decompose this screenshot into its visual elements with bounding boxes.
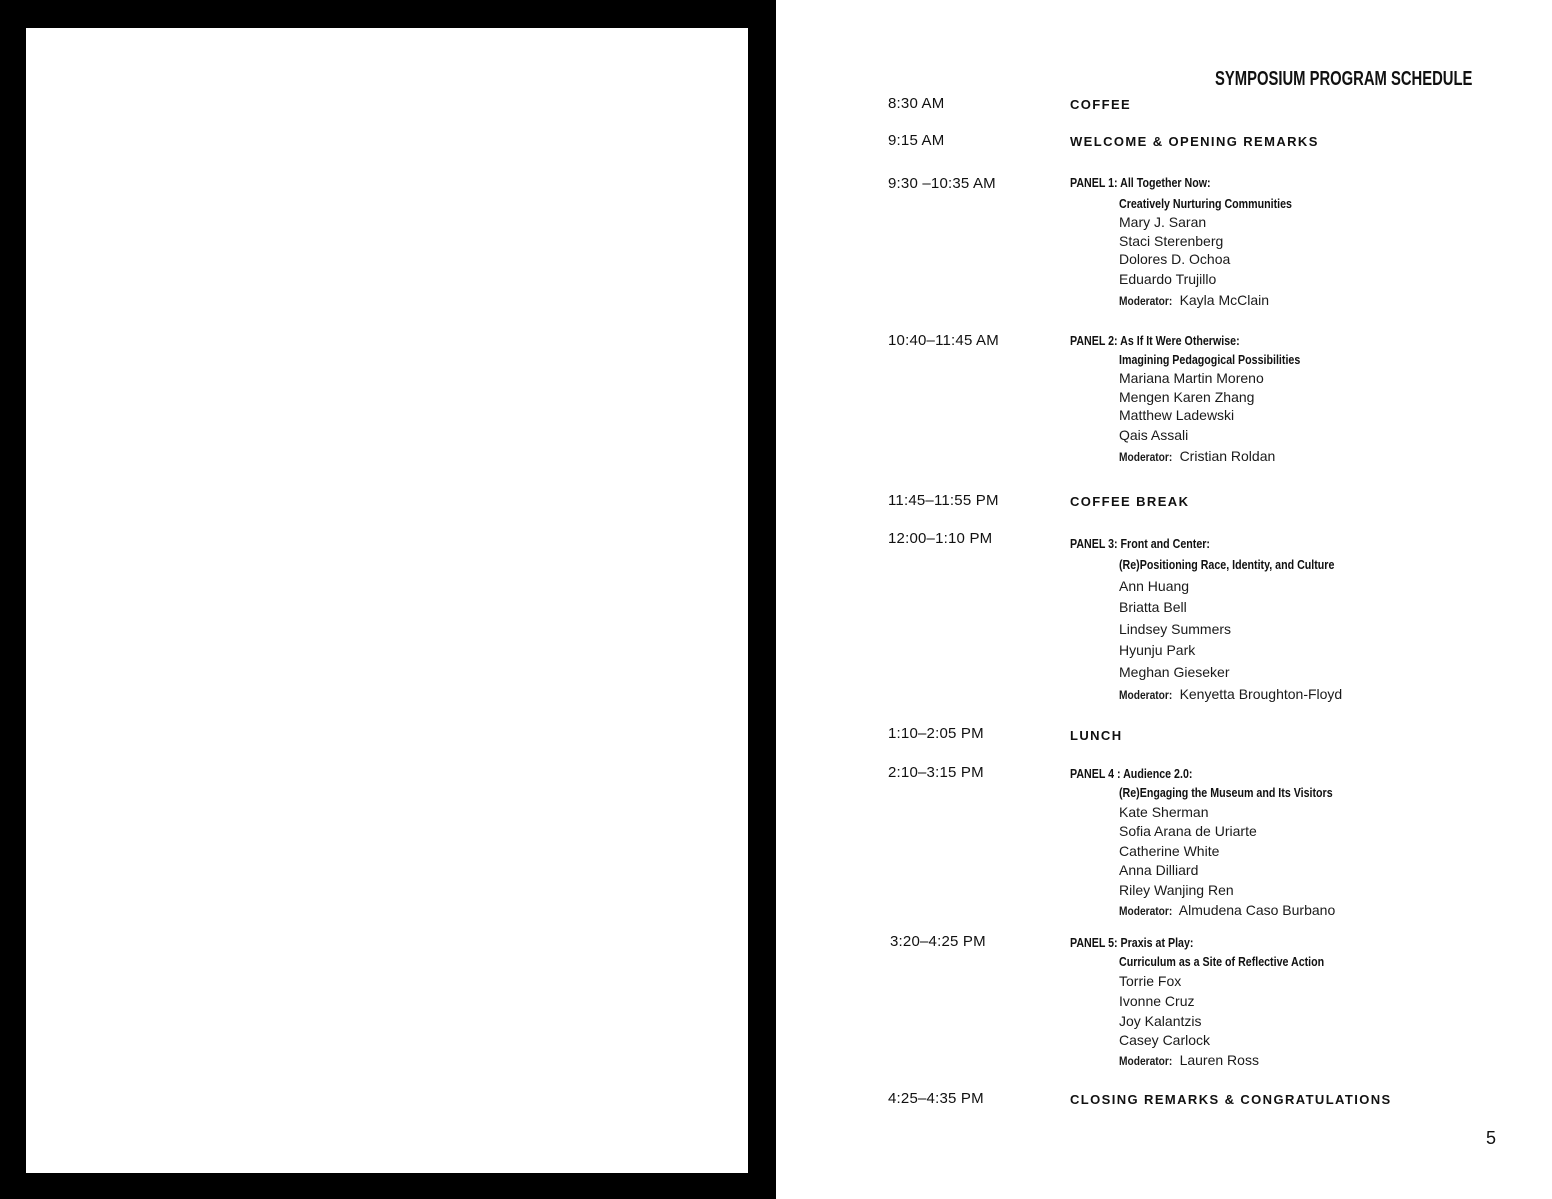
panel-subtitle: Creatively Nurturing Communities bbox=[1119, 196, 1292, 211]
panelist-name: Mengen Karen Zhang bbox=[1119, 389, 1255, 405]
panelist-name: Riley Wanjing Ren bbox=[1119, 882, 1234, 898]
time-label: 1:10–2:05 PM bbox=[888, 725, 984, 742]
panel-subtitle: Curriculum as a Site of Reflective Action bbox=[1119, 954, 1325, 969]
time-label: 11:45–11:55 PM bbox=[888, 492, 999, 509]
blank-page bbox=[26, 28, 748, 1173]
moderator-line bbox=[1119, 686, 1342, 702]
moderator-label: Moderator: bbox=[1119, 1054, 1173, 1068]
time-label: 4:25–4:35 PM bbox=[888, 1090, 984, 1107]
panelist-name: Staci Sterenberg bbox=[1119, 233, 1224, 249]
moderator-label: Moderator: bbox=[1119, 450, 1173, 464]
time-label: 9:30 –10:35 AM bbox=[888, 175, 996, 192]
panel-subtitle: Imagining Pedagogical Possibilities bbox=[1119, 352, 1301, 367]
panelist-name: Matthew Ladewski bbox=[1119, 407, 1235, 423]
moderator-label: Moderator: bbox=[1119, 688, 1173, 702]
moderator-name: Cristian Roldan bbox=[1179, 448, 1276, 464]
moderator-line bbox=[1119, 448, 1275, 464]
event-label: COFFEE bbox=[1070, 97, 1132, 112]
panel-subtitle: (Re)Positioning Race, Identity, and Culture bbox=[1119, 557, 1335, 572]
moderator-line bbox=[1119, 902, 1335, 918]
panelist-name: Briatta Bell bbox=[1119, 599, 1187, 615]
time-label: 9:15 AM bbox=[888, 132, 945, 149]
moderator-label: Moderator: bbox=[1119, 294, 1173, 308]
moderator-name: Lauren Ross bbox=[1179, 1052, 1259, 1068]
panel-subtitle: (Re)Engaging the Museum and Its Visitors bbox=[1119, 785, 1333, 800]
time-label: 3:20–4:25 PM bbox=[890, 933, 986, 950]
panelist-name: Mary J. Saran bbox=[1119, 214, 1207, 230]
panelist-name: Lindsey Summers bbox=[1119, 621, 1232, 637]
time-label: 8:30 AM bbox=[888, 95, 945, 112]
panel-title: PANEL 1: All Together Now: bbox=[1070, 175, 1211, 190]
panelist-name: Mariana Martin Moreno bbox=[1119, 370, 1264, 386]
event-label: LUNCH bbox=[1070, 728, 1123, 743]
time-label: 12:00–1:10 PM bbox=[888, 530, 993, 547]
panel-title: PANEL 5: Praxis at Play: bbox=[1070, 935, 1194, 950]
panelist-name: Casey Carlock bbox=[1119, 1032, 1211, 1048]
panelist-name: Sofia Arana de Uriarte bbox=[1119, 823, 1257, 839]
moderator-line bbox=[1119, 292, 1269, 308]
panelist-name: Anna Dilliard bbox=[1119, 862, 1199, 878]
moderator-label: Moderator: bbox=[1119, 904, 1173, 918]
panelist-name: Qais Assali bbox=[1119, 427, 1189, 443]
time-label: 2:10–3:15 PM bbox=[888, 764, 984, 781]
moderator-name: Kenyetta Broughton-Floyd bbox=[1179, 686, 1343, 702]
event-label: CLOSING REMARKS & CONGRATULATIONS bbox=[1070, 1092, 1392, 1107]
panelist-name: Joy Kalantzis bbox=[1119, 1013, 1202, 1029]
panelist-name: Kate Sherman bbox=[1119, 804, 1209, 820]
panelist-name: Hyunju Park bbox=[1119, 642, 1196, 658]
panel-title: PANEL 2: As If It Were Otherwise: bbox=[1070, 333, 1240, 348]
page-number: 5 bbox=[1486, 1128, 1497, 1148]
event-label: COFFEE BREAK bbox=[1070, 494, 1190, 509]
moderator-name: Kayla McClain bbox=[1179, 292, 1270, 308]
panelist-name: Ann Huang bbox=[1119, 578, 1190, 594]
panelist-name: Ivonne Cruz bbox=[1119, 993, 1195, 1009]
panelist-name: Catherine White bbox=[1119, 843, 1220, 859]
panelist-name: Eduardo Trujillo bbox=[1119, 271, 1217, 287]
panelist-name: Meghan Gieseker bbox=[1119, 664, 1230, 680]
moderator-line bbox=[1119, 1052, 1259, 1068]
panel-title: PANEL 3: Front and Center: bbox=[1070, 536, 1210, 551]
panel-title: PANEL 4 : Audience 2.0: bbox=[1070, 766, 1193, 781]
page-title: SYMPOSIUM PROGRAM SCHEDULE bbox=[1215, 68, 1473, 90]
moderator-name: Almudena Caso Burbano bbox=[1178, 902, 1336, 918]
panelist-name: Dolores D. Ochoa bbox=[1119, 251, 1231, 267]
event-label: WELCOME & OPENING REMARKS bbox=[1070, 134, 1319, 149]
time-label: 10:40–11:45 AM bbox=[888, 332, 999, 349]
panelist-name: Torrie Fox bbox=[1119, 973, 1182, 989]
